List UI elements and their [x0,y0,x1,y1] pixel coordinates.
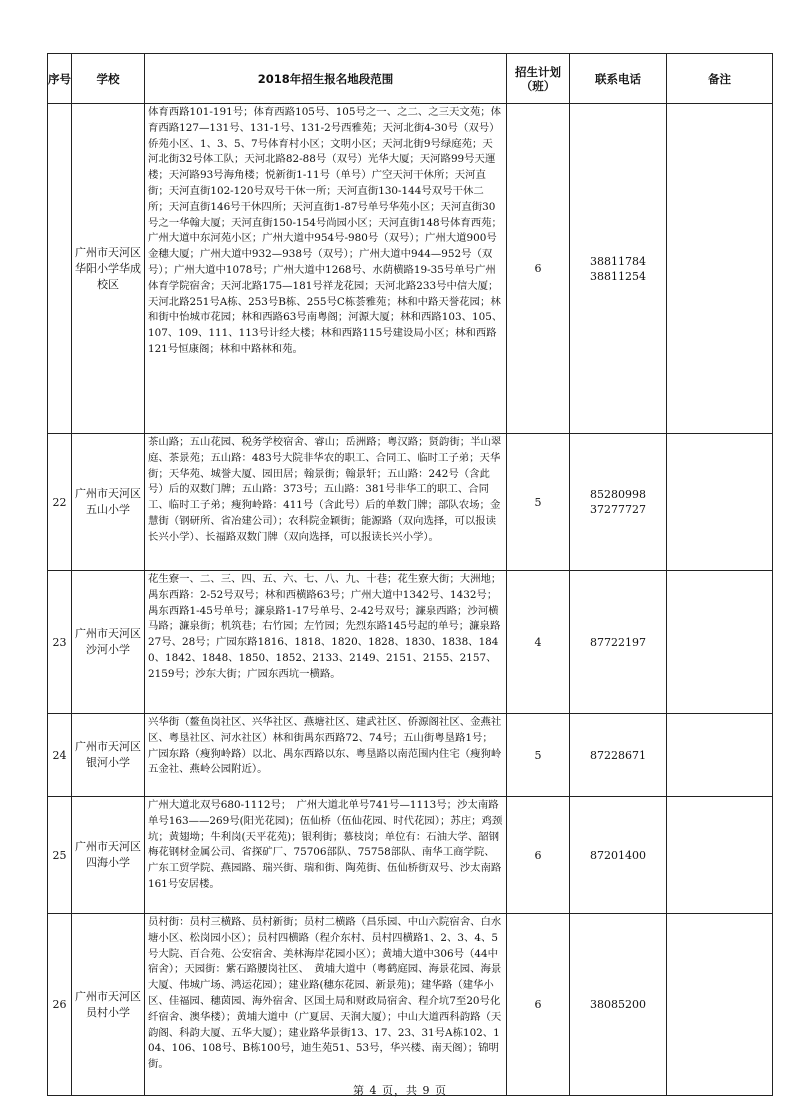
table-row [48,434,773,571]
enrollment-table [47,53,773,1096]
school-name: 广州市天河区华阳小学华成校区 [72,104,145,434]
table-row [48,914,773,1096]
row-number: 26 [48,914,72,1096]
phone-cell [570,797,667,914]
enrollment-range: 员村街：员村三横路、员村新街；员村二横路（昌乐园、中山六院宿舍、白水塘小区、松岗园小区）；员村四横路（程介东村、员村四横路1、2、3、4、5号大院、百合苑、公安宿舍、美林海岸花园小区）；黄埔大道中306号（44中宿舍）；天园街：紫石路腰岗社区、 黄埔大道中（粤鹤庭园、海景花园、海景大厦、伟城广场、鸿运花园）；建业路(穗东花园、新景苑)；建华路（建华小区、佳福园、穗茵园、海外宿舍、区国土局和财政局宿舍、程介坑7至20号化纤宿舍、澳华楼）；黄埔大道中（广夏居、天润大厦）；中山大道西科韵路（天韵阁、科韵大厦、五华大厦）；建业路华景街13、17、23、31号A栋102、104、106、108号、B栋100号，迪生苑51、53号，华兴楼、南天阁）；锦明街。 [145,914,507,1096]
note-cell [667,797,773,914]
row-number [48,104,72,434]
phone-number: 87722197 [590,635,646,649]
note-cell [667,571,773,714]
header-plan: 招生计划（班） [507,54,570,104]
enrollment-range: 兴华街（鳌鱼岗社区、兴华社区、燕塘社区、建武社区、侨源阁社区、金燕社区、粤垦社区、河水社区）林和街禺东西路72、74号；五山街粤垦路1号；广园东路（瘦狗岭路）以北、禺东西路以东、粤垦路以南范围内住宅（瘦狗岭五金社、燕岭公园附近）。 [145,714,507,797]
phone-cell [570,571,667,714]
class-plan: 6 [507,914,570,1096]
header-no: 序号 [48,54,72,104]
class-plan: 6 [507,104,570,434]
phone-number: 38811784 [590,254,646,268]
school-name: 广州市天河区四海小学 [72,797,145,914]
school-name: 广州市天河区银河小学 [72,714,145,797]
phone-number: 38811254 [590,269,646,283]
table-row [48,714,773,797]
phone-number: 87201400 [590,848,646,862]
table-row [48,797,773,914]
enrollment-range: 体育西路101-191号；体育西路105号、105号之一、之二、之三天文苑；体育西路127—131号、131-1号、131-2号西雅苑；天河北街4-30号（双号）侨苑小区、1、3、5、7号体育村小区；文明小区；天河北街9号绿庭苑；天河北街32号体工队；天河北路82-88号（双号）光华大厦；天河路99号天運楼；天河路93号海角楼；悦新街1-11号（单号）广空天河干休所；天河直街；天河直街102-120号双号干休一所；天河直街130-144号双号干休二所；天河直街146号干休四所；天河直街1-87号单号华苑小区；天河直街30号之一华翰大厦；天河直街150-154号尚园小区；天河直街148号体育西苑；广州大道中东河苑小区；广州大道中954号-980号（双号）；广州大道900号金穗大厦；广州大道中932—938号（双号）；广州大道中944—952号（双号）；广州大道中1078号；广州大道中1268号、水荫横路19-35号单号广州体育学院宿舍；天河北路175—181号祥龙花园；天河北路233号中信大厦；天河北路251号A栋、253号B栋、255号C栋荟雅苑；林和中路天誉花园；林和街中怡城市花园；林和西路63号南粤阁；河源大厦；林和西路103、105、107、109、111、113号计经大楼；林和西路115号建设局小区；林和西路121号恒康阁；林和中路林和苑。 [145,104,507,434]
enrollment-range: 花生寮一、二、三、四、五、六、七、八、九、十巷；花生寮大街；大洲地；禺东西路：2-52号双号；林和西横路63号；广州大道中1342号、1432号；禺东西路1-45号单号；濂泉路1-17号单号、2-42号双号；濂泉西路；沙河横马路；濂泉街；机筑巷；右竹园；左竹园；先烈东路145号起的单号；濂泉路27号、28号；广园东路1816、1818、1820、1828、1830、1838、1840、1842、1848、1850、1852、2133、2149、2151、2155、2157、2159号；沙东大街；广园东西坑一横路。 [145,571,507,714]
row-number: 23 [48,571,72,714]
school-name: 广州市天河区沙河小学 [72,571,145,714]
phone-number: 37277727 [590,503,646,516]
school-name: 广州市天河区五山小学 [72,434,145,571]
class-plan: 6 [507,797,570,914]
phone-number: 38085200 [590,998,646,1011]
table-row [48,571,773,714]
note-cell [667,714,773,797]
header-note: 备注 [667,54,773,104]
table-row [48,104,773,434]
header-school: 学校 [72,54,145,104]
phone-number: 85280998 [590,488,646,501]
note-cell [667,104,773,434]
header-range: 2018年招生报名地段范围 [145,54,507,104]
note-cell [667,434,773,571]
phone-cell [570,104,667,434]
school-name: 广州市天河区员村小学 [72,914,145,1096]
row-number: 25 [48,797,72,914]
enrollment-range: 茶山路；五山花园、税务学校宿舍、睿山；岳洲路；粤汉路；贤韵街；半山翠庭、茶景苑；五山路：483号大院非华农的职工、合同工、临时工子弟；天华街；天华苑、城誉大厦、园田居；翰景街；翰景轩；五山路：242号（含此号）后的双数门牌；五山路：373号；五山路：381号非华工的职工、合同工、临时工子弟；瘦狗岭路：411号（含此号）后的单数门牌；部队农场；金慧街（钢研所、省冶建公司）；农科院金颖街；能源路（双向选择，可以报读长兴小学）、长福路双数门牌（双向选择，可以报读长兴小学）。 [145,434,507,571]
page-footer: 第 4 页，共 9 页 [353,1084,447,1097]
class-plan: 5 [507,434,570,571]
phone-cell [570,434,667,571]
class-plan: 4 [507,571,570,714]
phone-cell [570,914,667,1096]
class-plan: 5 [507,714,570,797]
header-row [48,54,773,104]
enrollment-range: 广州大道北双号680-1112号； 广州大道北单号741号—1113号；沙太南路单号163——269号(阳光花园)；伍仙桥（伍仙花园、时代花园）；苏庄；鸡颈坑；黄翅坳；牛利岗(天平花苑)；银利街；慕枝岗；单位有：石油大学、韶钢梅花钢材金属公司、省探矿厂、75706部队、75758部队、南华工商学院、广东工贸学院、燕园路、瑞兴街、瑞和街、陶苑街、伍仙桥街双号、沙太南路161号安居楼。 [145,797,507,914]
note-cell [667,914,773,1096]
header-phone: 联系电话 [570,54,667,104]
row-number: 24 [48,714,72,797]
row-number: 22 [48,434,72,571]
phone-number: 87228671 [590,748,646,762]
phone-cell [570,714,667,797]
